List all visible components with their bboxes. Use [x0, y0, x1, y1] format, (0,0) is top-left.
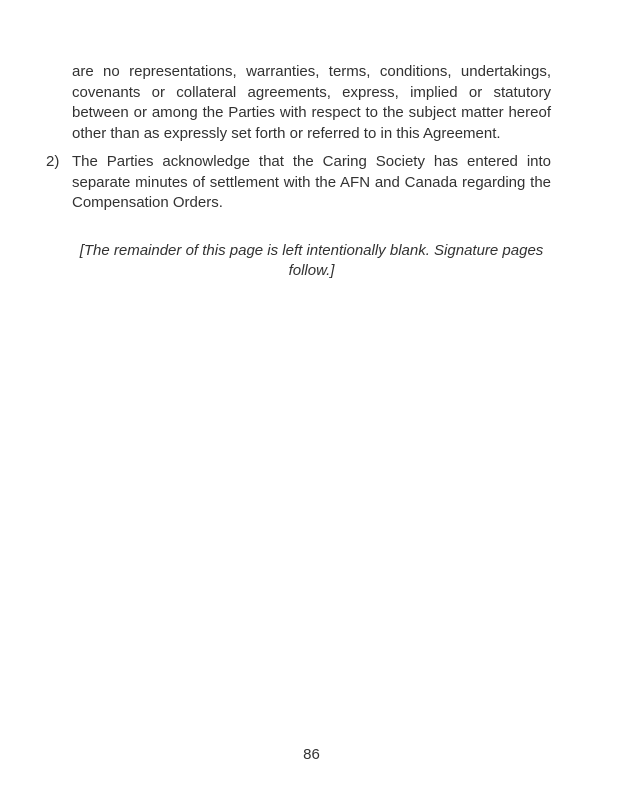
list-item-marker: 2) [46, 153, 60, 170]
paragraph-continuation: are no representations, warranties, terms, conditions, undertakings, covenants or collateral agreements, express, implied or statutory between or among the Parties with respect to the subject matter hereof other than as expressly set forth or referred to in this Agreement. [72, 63, 551, 142]
intentionally-blank-notice: [The remainder of this page is left intentionally blank. Signature pages follow.] [79, 241, 544, 279]
page-number: 86 [303, 746, 320, 763]
list-item-text: The Parties acknowledge that the Caring Society has entered into separate minutes of settlement with the AFN and Canada regarding the Compensation Orders. [72, 153, 551, 211]
page-content [46, 62, 551, 282]
numbered-item-2 [46, 152, 551, 214]
